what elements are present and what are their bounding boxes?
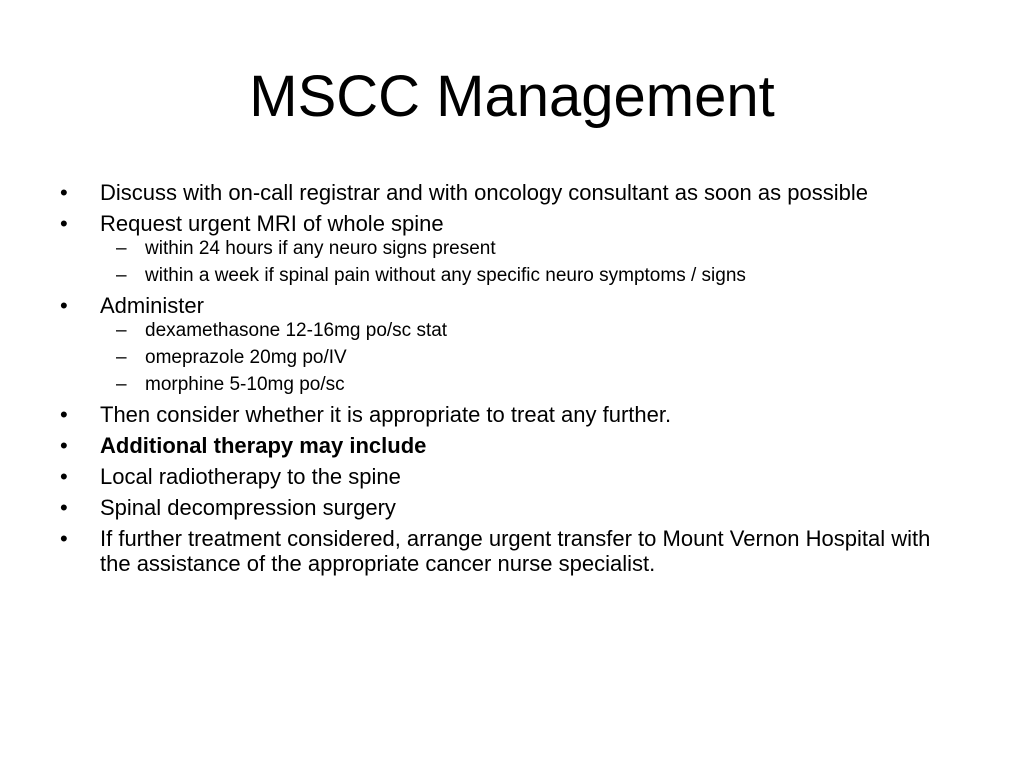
dash-marker: –	[116, 347, 127, 368]
bullet-text: Local radiotherapy to the spine	[100, 464, 401, 489]
bullet-text: Additional therapy may include	[100, 433, 427, 458]
dash-marker: –	[116, 238, 127, 259]
sub-bullet-text: morphine 5-10mg po/sc	[145, 374, 345, 395]
sub-bullet-item	[100, 238, 934, 260]
bullet-item	[0, 211, 1024, 287]
dash-marker: –	[116, 265, 127, 286]
bullet-text: If further treatment considered, arrange urgent transfer to Mount Vernon Hospital with the assistance of the appropriate cancer nurse specialist.	[100, 526, 931, 576]
bullet-text: Administer	[100, 293, 204, 318]
sub-bullet-item	[100, 320, 934, 342]
bullet-item	[0, 433, 1024, 458]
sub-bullet-text: within a week if spinal pain without any specific neuro symptoms / signs	[145, 265, 746, 286]
bullet-dot: •	[60, 495, 68, 520]
sub-bullet-text: omeprazole 20mg po/IV	[145, 347, 347, 368]
bullet-item	[0, 464, 1024, 489]
sub-bullet-list	[100, 320, 934, 396]
bullet-item	[0, 402, 1024, 427]
bullet-text: Discuss with on-call registrar and with oncology consultant as soon as possible	[100, 180, 868, 205]
bullet-item	[0, 293, 1024, 396]
sub-bullet-list	[100, 238, 934, 287]
bullet-item	[0, 526, 1024, 576]
bullet-dot: •	[60, 211, 68, 236]
sub-bullet-text: within 24 hours if any neuro signs present	[145, 238, 496, 259]
bullet-item	[0, 495, 1024, 520]
sub-bullet-item	[100, 265, 934, 287]
dash-marker: –	[116, 374, 127, 395]
bullet-dot: •	[60, 293, 68, 318]
bullet-dot: •	[60, 526, 68, 551]
dash-marker: –	[116, 320, 127, 341]
bullet-dot: •	[60, 433, 68, 458]
slide-title: MSCC Management	[249, 64, 775, 129]
bullet-dot: •	[60, 464, 68, 489]
bullet-dot: •	[60, 402, 68, 427]
bullet-text: Request urgent MRI of whole spine	[100, 211, 444, 236]
bullet-dot: •	[60, 180, 68, 205]
sub-bullet-item	[100, 374, 934, 396]
bullet-text: Spinal decompression surgery	[100, 495, 396, 520]
sub-bullet-text: dexamethasone 12-16mg po/sc stat	[145, 320, 448, 341]
sub-bullet-item	[100, 347, 934, 369]
bullet-list	[0, 180, 1024, 582]
bullet-item	[0, 180, 1024, 205]
bullet-text: Then consider whether it is appropriate to treat any further.	[100, 402, 672, 427]
